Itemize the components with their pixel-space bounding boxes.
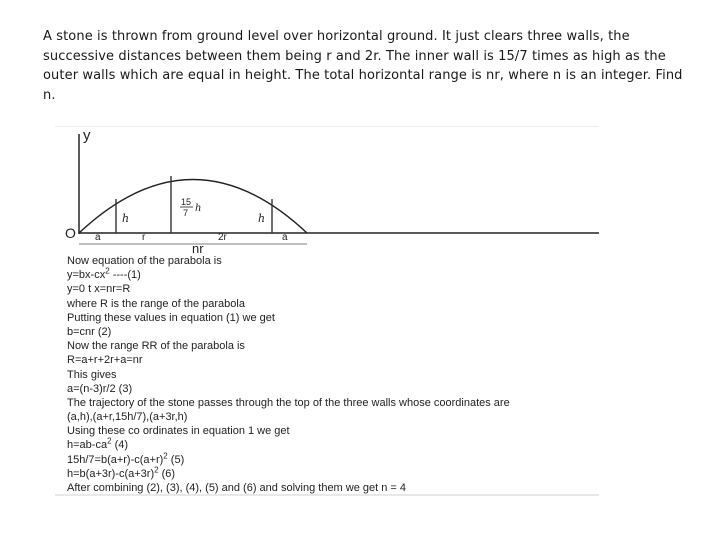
solution-line	[67, 382, 597, 396]
bottom-divider	[55, 494, 599, 496]
segment-2r: 2r	[218, 232, 227, 243]
left-wall-height-label: h	[122, 212, 130, 225]
y-axis-label: y	[83, 127, 91, 144]
segment-a-left: a	[95, 232, 101, 243]
solution-line	[67, 325, 597, 339]
solution-line	[67, 268, 597, 282]
stone-path	[79, 180, 307, 234]
solution-line-text: The trajectory of the stone passes through the top of the three walls whose coordinates are	[67, 396, 510, 409]
solution-line-text: b=cnr (2)	[67, 325, 112, 338]
solution-line	[67, 339, 597, 353]
trajectory-diagram	[55, 126, 599, 254]
solution-line-text: R=a+r+2r+a=nr	[67, 354, 143, 367]
solution-line	[67, 254, 597, 268]
inner-wall-height-label: h	[195, 203, 202, 214]
solution-image	[55, 126, 599, 496]
segment-a-right: a	[282, 232, 288, 243]
solution-line	[67, 410, 597, 424]
solution-line	[67, 396, 597, 410]
equation-number: ----(1)	[109, 269, 141, 282]
solution-line	[67, 282, 597, 296]
solution-line-text: h=ab-ca	[67, 439, 108, 452]
solution-line-text: (a,h),(a+r,15h/7),(a+3r,h)	[67, 411, 188, 424]
inner-wall-denominator: 7	[183, 208, 189, 218]
solution-line	[67, 311, 597, 325]
exponent: 2	[105, 266, 110, 276]
solution-steps	[67, 254, 597, 495]
range-label: nr	[192, 241, 204, 254]
exponent: 2	[163, 450, 168, 460]
equation-number: (4)	[111, 439, 129, 452]
exponent: 2	[107, 436, 112, 446]
solution-line-text: where R is the range of the parabola	[67, 297, 245, 310]
inner-wall-numerator: 15	[181, 197, 192, 207]
origin-label: O	[65, 225, 76, 241]
solution-line-text: After combining (2), (3), (4), (5) and (6) and solving them we get n = 4	[67, 482, 407, 494]
exponent: 2	[154, 465, 159, 475]
solution-line	[67, 297, 597, 311]
solution-line-text: Putting these values in equation (1) we get	[67, 311, 275, 324]
solution-line	[67, 368, 597, 382]
solution-line	[67, 467, 597, 481]
equation-number: (6)	[158, 467, 176, 480]
solution-line-text: This gives	[67, 368, 117, 381]
solution-line-text: y=bx-cx	[67, 269, 106, 282]
segment-r: r	[142, 232, 146, 243]
solution-line	[67, 353, 597, 367]
solution-line-text: Using these co ordinates in equation 1 we get	[67, 425, 290, 438]
right-wall-height-label: h	[258, 212, 266, 225]
solution-line-text: y=0 t x=nr=R	[67, 283, 131, 296]
solution-line-text: Now equation of the parabola is	[67, 255, 222, 267]
solution-line-text: Now the range RR of the parabola is	[67, 340, 245, 353]
solution-line	[67, 450, 597, 467]
solution-line-text: 15h/7=b(a+r)-c(a+r)	[67, 453, 164, 466]
question-text: A stone is thrown from ground level over horizontal ground. It just clears three walls, the successive distances between them being r and 2r. The inner wall is 15/7 times as high as the outer walls which are equal in height. The total horizontal range is nr, where n is an integer. Find n.	[43, 29, 683, 103]
solution-line	[67, 438, 597, 452]
equation-number: (5)	[167, 453, 185, 466]
solution-line-text: h=b(a+3r)-c(a+3r)	[67, 467, 155, 480]
solution-line-text: a=(n-3)r/2 (3)	[67, 382, 133, 395]
solution-line	[67, 424, 597, 438]
